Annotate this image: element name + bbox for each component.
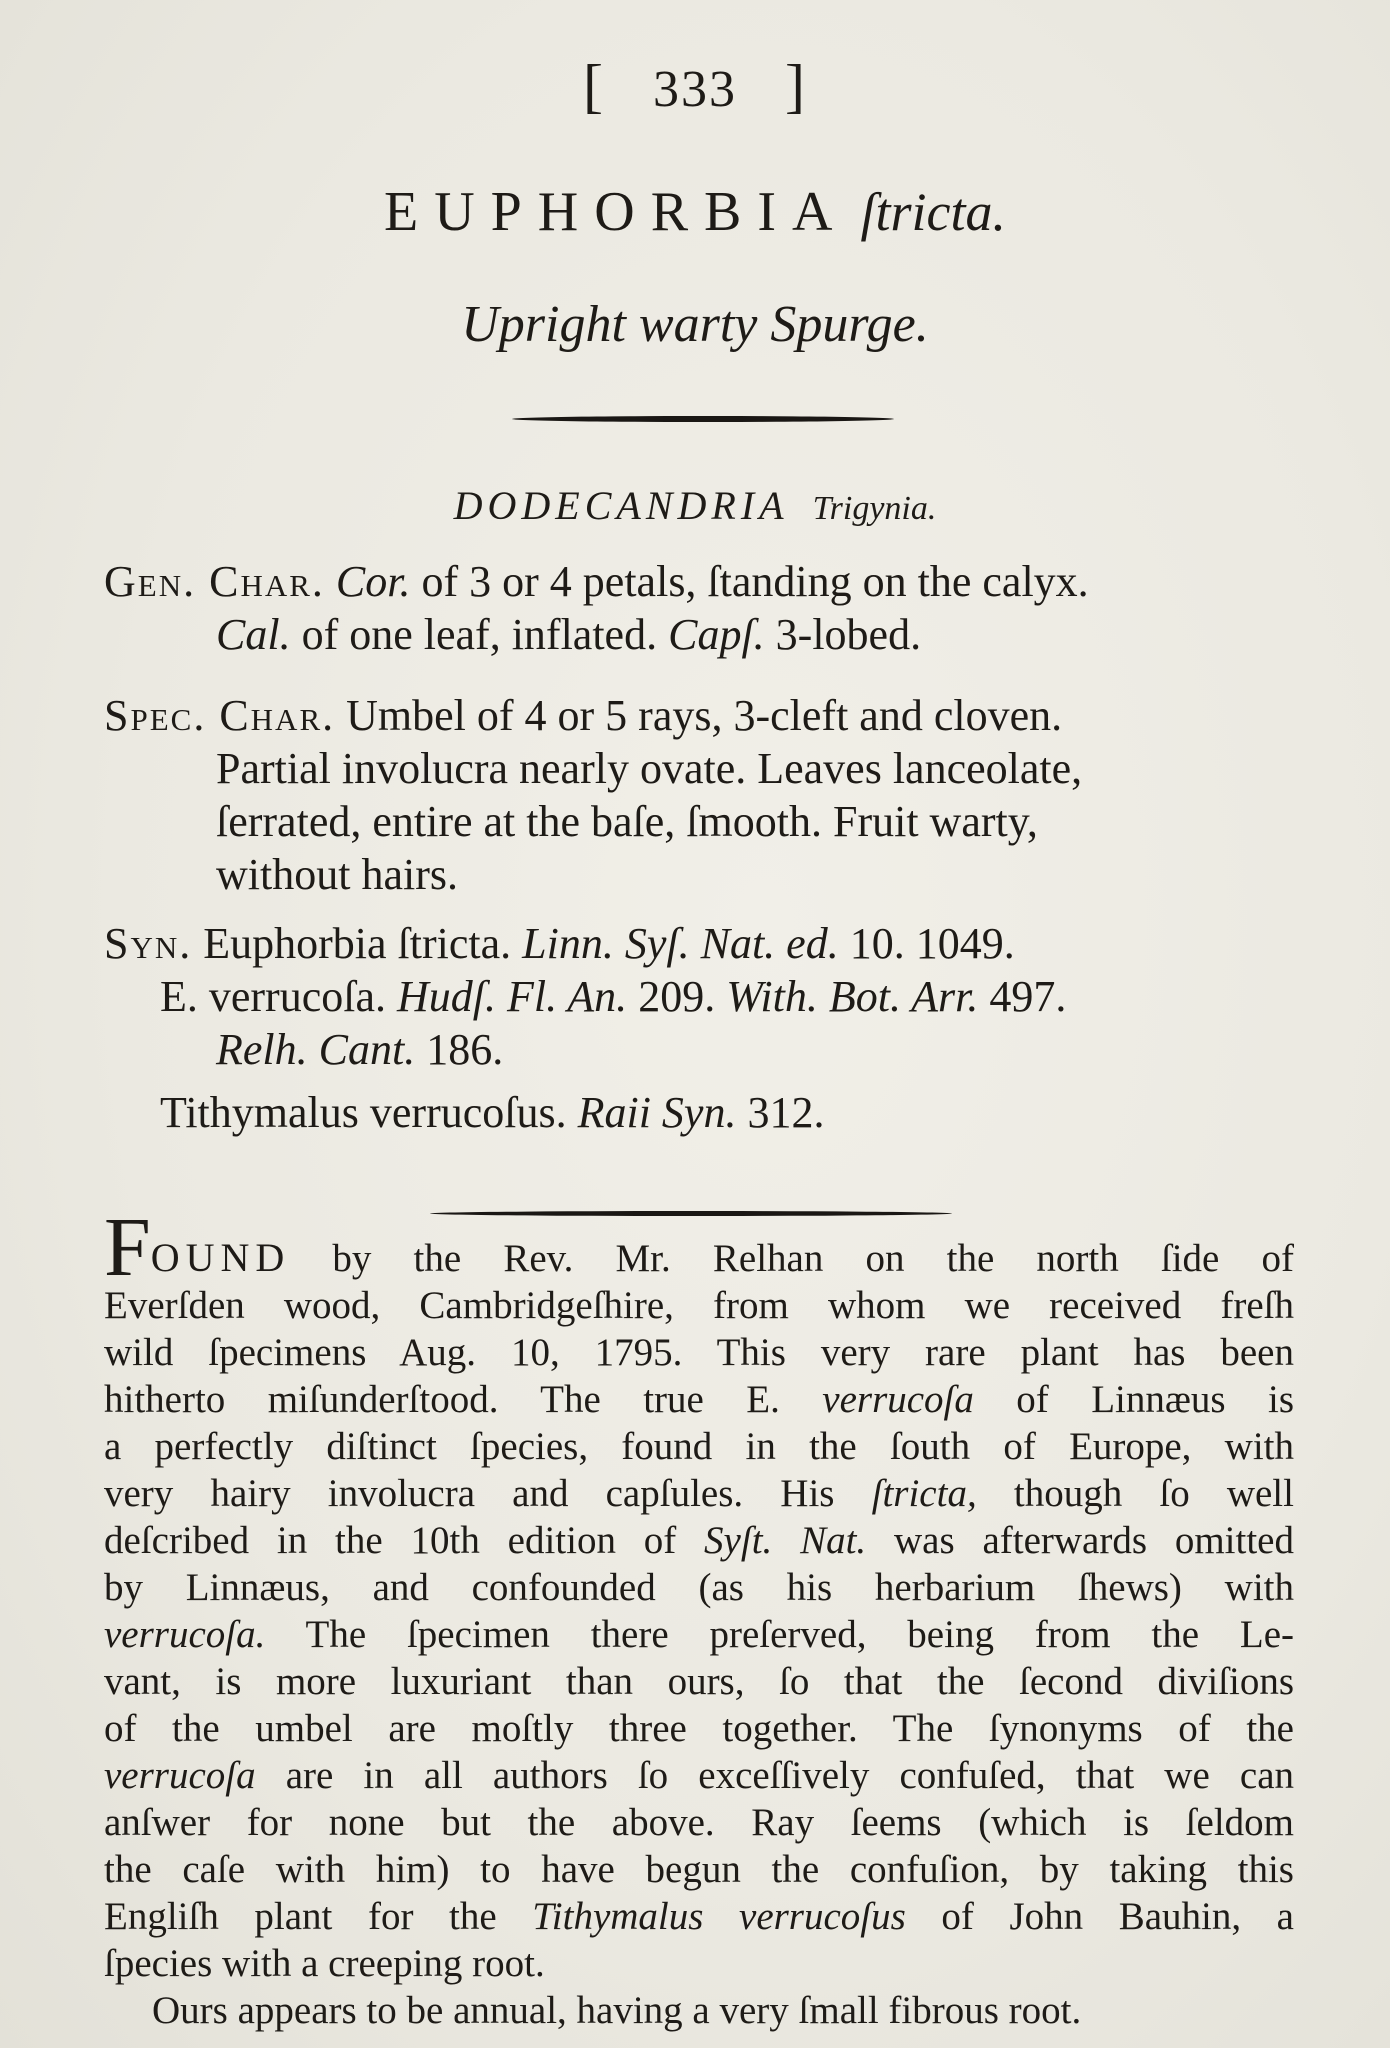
- text-run: by Linnæus, and confounded (as his herbarium ſhews) with: [104, 1566, 1294, 1609]
- species-name: ſtricta.: [860, 182, 1006, 242]
- italic-run: With. Bot. Arr.: [726, 972, 979, 1021]
- generic-character: [104, 555, 1089, 661]
- bracket-open: [: [583, 53, 605, 119]
- italic-run: Capſ.: [668, 610, 765, 659]
- syn-label: Syn.: [104, 919, 193, 968]
- text-run: the caſe with him) to have begun the confuſion, by taking this: [104, 1848, 1294, 1891]
- body-line: [104, 1846, 1294, 1893]
- text-run: vant, is more luxuriant than ours, ſo that the ſecond diviſions: [104, 1660, 1294, 1703]
- body-line: [104, 1940, 1294, 1987]
- class-name: DODECANDRIA: [453, 483, 789, 528]
- text-run: wild ſpecimens Aug. 10, 1795. This very rare plant has been: [104, 1331, 1294, 1374]
- first-word-rest: OUND: [150, 1235, 291, 1280]
- italic-run: verrucoſa: [104, 1754, 256, 1797]
- italic-run: verrucoſa: [822, 1378, 974, 1421]
- body-line: [104, 1423, 1294, 1470]
- order-name: Trigynia.: [812, 490, 937, 527]
- body-line: [104, 1893, 1294, 1940]
- body-line: [104, 1987, 1294, 2034]
- body-line: [104, 1201, 1294, 1294]
- body-line: [104, 1517, 1294, 1564]
- italic-run: verrucoſa.: [104, 1613, 266, 1656]
- specific-character-line-3: ſerrated, entire at the baſe, ſmooth. Fruit warty,: [216, 797, 1038, 846]
- text-run: very hairy involucra and capſules. His: [104, 1472, 872, 1515]
- text-run: 10. 1049.: [838, 919, 1015, 968]
- body-line: [104, 1564, 1294, 1611]
- classification: [0, 482, 1390, 529]
- italic-run: Cor.: [335, 557, 411, 606]
- italic-run: Syſt. Nat.: [704, 1519, 867, 1562]
- italic-run: Tithymalus verrucoſus: [532, 1895, 906, 1938]
- text-run: hitherto miſunderſtood. The true E.: [104, 1378, 823, 1421]
- synonym-line-4: [104, 1086, 1066, 1139]
- text-run: ſpecies with a creeping root.: [104, 1942, 545, 1985]
- synonyms: [104, 917, 1066, 1139]
- body-line: [104, 1752, 1294, 1799]
- text-run: 497.: [978, 972, 1067, 1021]
- body-line: [104, 1611, 1294, 1658]
- italic-run: Relh. Cant.: [216, 1025, 416, 1074]
- text-run: of John Bauhin, a: [905, 1895, 1294, 1938]
- text-run: was afterwards omitted: [866, 1519, 1294, 1562]
- text-run: are in all authors ſo exceſſively confuſed, that we can: [255, 1754, 1294, 1797]
- body-line: [104, 1470, 1294, 1517]
- text-run: of the umbel are moſtly three together. The ſynonyms of the: [104, 1707, 1294, 1750]
- bracket-close: ]: [785, 53, 807, 119]
- description-body: [104, 1201, 1294, 2034]
- synonym-line-1: [104, 917, 1066, 970]
- body-line: [104, 1376, 1294, 1423]
- text-run: Everſden wood, Cambridgeſhire, from whom we received freſh: [104, 1284, 1294, 1327]
- drop-cap: F: [104, 1201, 151, 1294]
- generic-character-line-2: [104, 608, 1089, 661]
- body-line: [104, 1658, 1294, 1705]
- text-run: of 3 or 4 petals, ſtanding on the calyx.: [410, 557, 1089, 606]
- text-run: though ſo well: [976, 1472, 1294, 1515]
- text-run: 209.: [627, 972, 727, 1021]
- body-line: [104, 1282, 1294, 1329]
- text-run: Tithymalus verrucoſus.: [160, 1088, 578, 1137]
- text-run: Engliſh plant for the: [104, 1895, 533, 1938]
- text-run: 3-lobed.: [764, 610, 922, 659]
- italic-run: Linn. Syſ. Nat. ed.: [522, 919, 839, 968]
- text-run: E. verrucoſa.: [160, 972, 397, 1021]
- text-run: Euphorbia ſtricta.: [192, 919, 523, 968]
- text-run: anſwer for none but the above. Ray ſeems (which is ſeldom: [104, 1801, 1294, 1844]
- divider-bottom: [430, 1211, 952, 1216]
- page-title: [0, 180, 1390, 244]
- common-name: Upright warty Spurge.: [461, 296, 929, 353]
- text-run: of one leaf, inflated.: [290, 610, 669, 659]
- synonym-line-2: [104, 970, 1066, 1023]
- page-number: [0, 52, 1390, 121]
- text-run: of Linnæus is: [973, 1378, 1294, 1421]
- body-line: [104, 1799, 1294, 1846]
- italic-run: ſtricta,: [871, 1472, 977, 1515]
- text-run: The ſpecimen there preſerved, being from the Le-: [265, 1613, 1294, 1656]
- page-number-value: 333: [653, 61, 737, 118]
- specific-character-line-2: Partial involucra nearly ovate. Leaves lanceolate,: [216, 744, 1083, 793]
- spec-char-label: Spec. Char.: [104, 691, 336, 740]
- divider-top: [512, 416, 894, 422]
- synonym-line-3: [104, 1023, 1066, 1076]
- italic-run: Cal.: [216, 610, 291, 659]
- gen-char-label: Gen. Char.: [104, 557, 325, 606]
- body-line: [104, 1329, 1294, 1376]
- text-run: deſcribed in the 10th edition of: [104, 1519, 705, 1562]
- text-run: Ours appears to be annual, having a very ſmall fibrous root.: [152, 1989, 1082, 2032]
- body-line: [104, 1705, 1294, 1752]
- text-run: 186.: [415, 1025, 504, 1074]
- specific-character-line-1: [104, 689, 1082, 742]
- spec-char-text: Umbel of 4 or 5 rays, 3-cleft and cloven.: [335, 691, 1063, 740]
- genus-name: EUPHORBIA: [384, 181, 849, 243]
- text-run: a perfectly diſtinct ſpecies, found in the ſouth of Europe, with: [104, 1425, 1294, 1468]
- specific-character-line-4: without hairs.: [216, 850, 458, 899]
- italic-run: Hudſ. Fl. An.: [397, 972, 628, 1021]
- italic-run: Raii Syn.: [577, 1088, 737, 1137]
- text-run: 312.: [736, 1088, 825, 1137]
- specific-character: [104, 689, 1082, 901]
- text-run: by the Rev. Mr. Relhan on the north ſide of: [290, 1237, 1294, 1280]
- generic-character-line-1: [104, 555, 1089, 608]
